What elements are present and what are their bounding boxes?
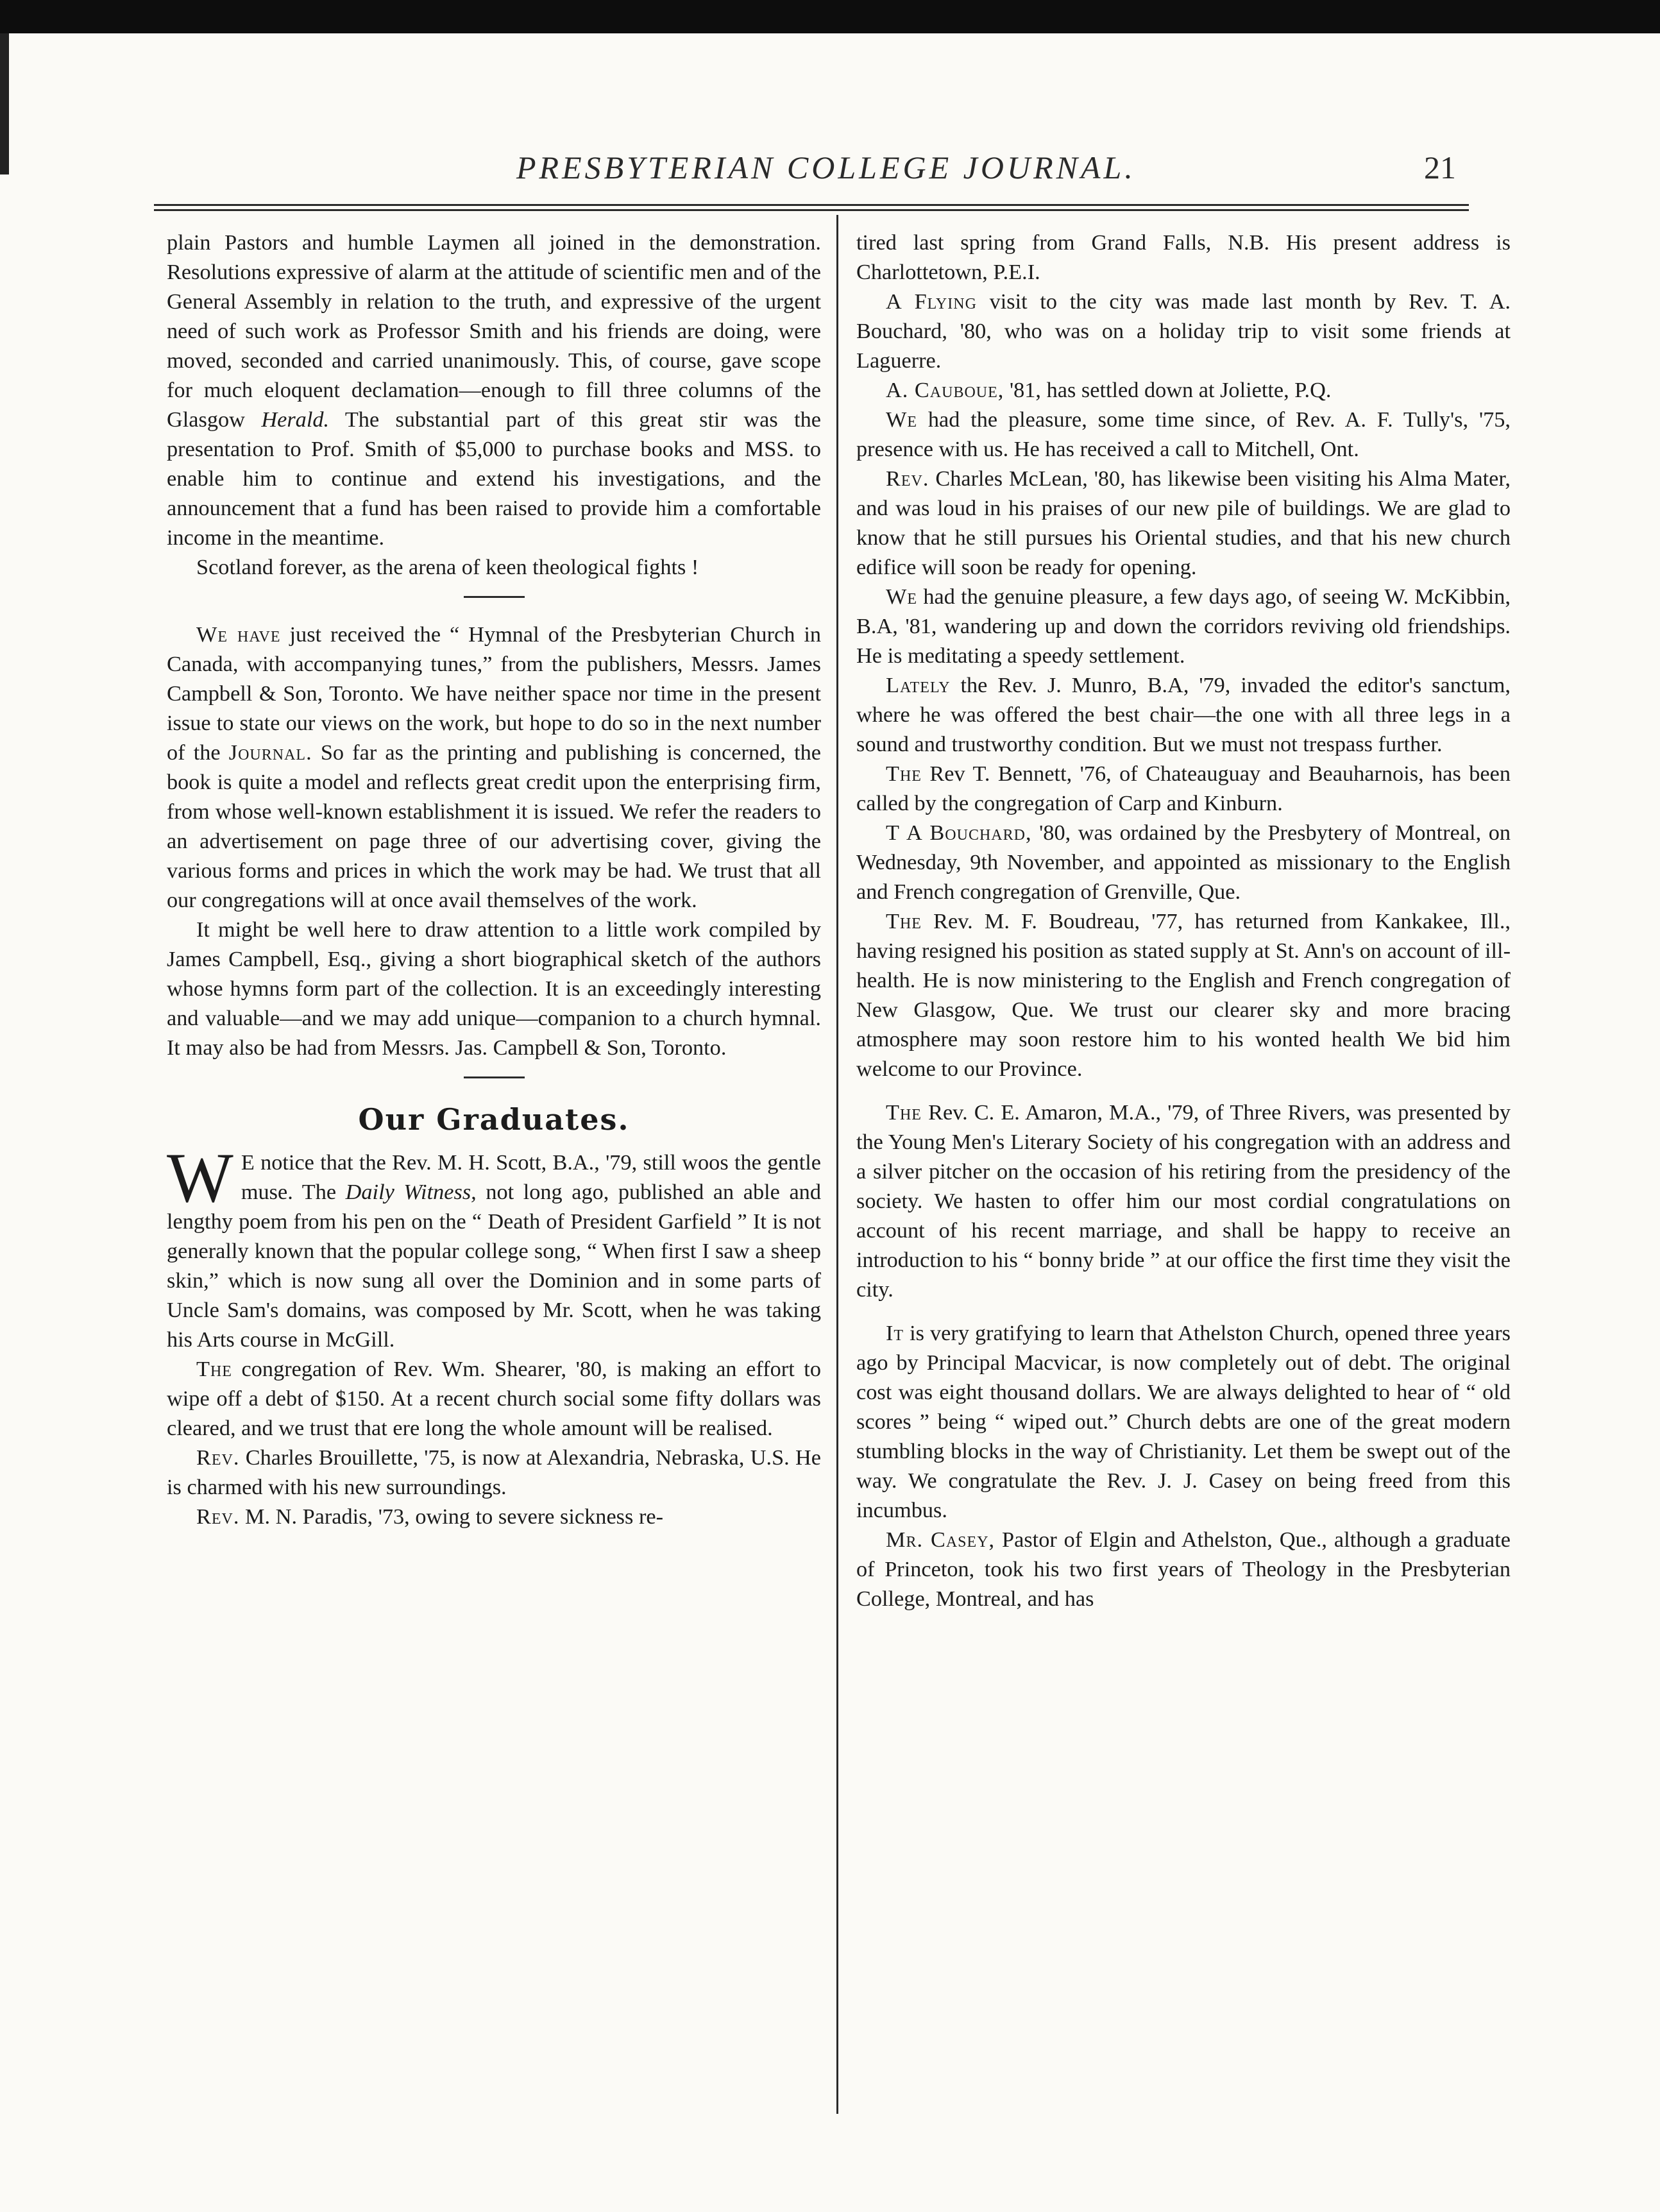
paragraph: We have just received the “ Hymnal of the Presbyterian Church in Canada, with accompanying tunes,” from the publishers, Messrs. James Campbell & Son, Toronto. We have neither space nor time in the present issue to state our views on the work, but hope to do so in the next number of the Journal. So far as the printing and publishing is concerned, the book is quite a model and reflects great credit upon the enterprising firm, from whose well-known establishment it is issued. We refer the readers to an advertisement on page three of our advertising cover, giving the various forms and prices in which the work may be had. We trust that all our congregations will at once avail themselves of the work. <box>167 622 822 912</box>
section-separator <box>464 1076 525 1078</box>
paragraph: The Rev. C. E. Amaron, M.A., '79, of Three Rivers, was presented by the Young Men's Literary Society of his congregation with an address and a silver pitcher on the occasion of his retiring from the presidency of the society. We hasten to offer him our most cordial congratulations on account of his recent marriage, and shall be happy to receive an introduction to his “ bonny bride ” at our office the first time they visit the city. <box>856 1100 1511 1302</box>
paragraph: A Flying visit to the city was made last month by Rev. T. A. Bouchard, '80, who was on a holiday trip to visit some friends at Laguerre. <box>856 289 1511 373</box>
paragraph: Scotland forever, as the arena of keen theological fights ! <box>196 555 699 579</box>
paragraph: plain Pastors and humble Laymen all joined in the demonstration. Resolutions expressive of alarm at the attitude of scientific men and of the General Assembly in relation to the truth, and expressive of the urgent need of such work as Professor Smith and his friends are doing, were moved, seconded and carried unanimously. This, of course, gave scope for much eloquent declamation—enough to fill three columns of the Glasgow Herald. The substantial part of this great stir was the presentation to Prof. Smith of $5,000 to purchase books and MSS. to enable him to continue and extend his investigations, and the announcement that a fund has been raised to provide him a comfortable income in the meantime. <box>167 230 821 550</box>
paragraph: A. Cauboue, '81, has settled down at Joliette, P.Q. <box>886 378 1332 402</box>
left-column <box>167 228 821 1531</box>
section-heading: Our Graduates. <box>358 1102 630 1137</box>
scan-left-edge <box>0 33 9 174</box>
drop-cap: W <box>167 1139 233 1217</box>
paragraph: The congregation of Rev. Wm. Shearer, '80, is making an effort to wipe off a debt of $150. At a recent church social some fifty dollars was cleared, and we trust that ere long the whole amount will be realised. <box>167 1357 821 1440</box>
paragraph: Lately the Rev. J. Munro, B.A, '79, invaded the editor's sanctum, where he was offered the best chair—the one with all three legs in a sound and trustworthy condition. But we must not trespass further. <box>856 673 1511 756</box>
paragraph: We had the pleasure, some time since, of Rev. A. F. Tully's, '75, presence with us. He has received a call to Mitchell, Ont. <box>856 407 1511 461</box>
running-title: PRESBYTERIAN COLLEGE JOURNAL. <box>516 149 1136 185</box>
paragraph: It is very gratifying to learn that Athelston Church, opened three years ago by Principal Macvicar, is now completely out of debt. The original cost was eight thousand dollars. We are always delighted to hear of “ old scores ” being “ wiped out.” Church debts are one of the great modern stumbling blocks in the way of Christianity. Let them be swept out of the way. We congratulate the Rev. J. J. Casey on being freed from this incumbus. <box>856 1321 1511 1522</box>
paragraph: Rev. Charles Brouillette, '75, is now at Alexandria, Nebraska, U.S. He is charmed with his new surroundings. <box>167 1445 821 1499</box>
page-header <box>154 149 1469 194</box>
paragraph: W E notice that the Rev. M. H. Scott, B.A., '79, still woos the gentle muse. The Daily Witness, not long ago, published an able and lengthy poem from his pen on the “ Death of President Garfield ” It is not generally known that the popular college song, “ When first I saw a sheep skin,” which is now sung all over the Dominion and in some parts of Uncle Sam's domains, was composed by Mr. Scott, when he was taking his Arts course in McGill. <box>167 1139 821 1352</box>
paragraph: Mr. Casey, Pastor of Elgin and Athelston, Que., although a graduate of Princeton, took his two first years of Theology in the Presbyterian College, Montreal, and has <box>856 1527 1511 1611</box>
header-rule-second <box>154 209 1469 211</box>
paragraph: We had the genuine pleasure, a few days ago, of seeing W. McKibbin, B.A, '81, wandering up and down the corridors reviving old friendships. He is meditating a speedy settlement. <box>856 584 1511 668</box>
paragraph: It might be well here to draw attention to a little work compiled by James Campbell, Esq., giving a short biographical sketch of the authors whose hymns form part of the collection. It is an exceedingly interesting and valuable—and we may add unique—companion to a church hymnal. It may also be had from Messrs. Jas. Campbell & Son, Toronto. <box>167 917 821 1060</box>
column-divider <box>836 215 838 2114</box>
paragraph: Rev. M. N. Paradis, '73, owing to severe sickness re- <box>196 1504 664 1529</box>
section-separator <box>464 596 525 598</box>
right-column <box>856 228 1511 1613</box>
paragraph: The Rev T. Bennett, '76, of Chateauguay and Beauharnois, has been called by the congregation of Carp and Kinburn. <box>856 761 1511 815</box>
paragraph: tired last spring from Grand Falls, N.B. His present address is Charlottetown, P.E.I. <box>856 230 1511 284</box>
paragraph: T A Bouchard, '80, was ordained by the Presbytery of Montreal, on Wednesday, 9th November, and appointed as missionary to the English and French congregation of Grenville, Que. <box>856 821 1511 904</box>
scan-top-border <box>0 0 1660 33</box>
page-number: 21 <box>1424 149 1456 185</box>
paragraph: The Rev. M. F. Boudreau, '77, has returned from Kankakee, Ill., having resigned his position as stated supply at St. Ann's on account of ill-health. He is now ministering to the English and French congregation of New Glasgow, Que. We trust our clearer sky and more bracing atmosphere may soon restore him to his wonted health We bid him welcome to our Province. <box>856 909 1511 1081</box>
header-rule <box>154 204 1469 206</box>
paragraph: Rev. Charles McLean, '80, has likewise been visiting his Alma Mater, and was loud in his praises of our new pile of buildings. We are glad to know that he still pursues his Oriental studies, and that his new church edifice will soon be ready for opening. <box>856 466 1511 579</box>
